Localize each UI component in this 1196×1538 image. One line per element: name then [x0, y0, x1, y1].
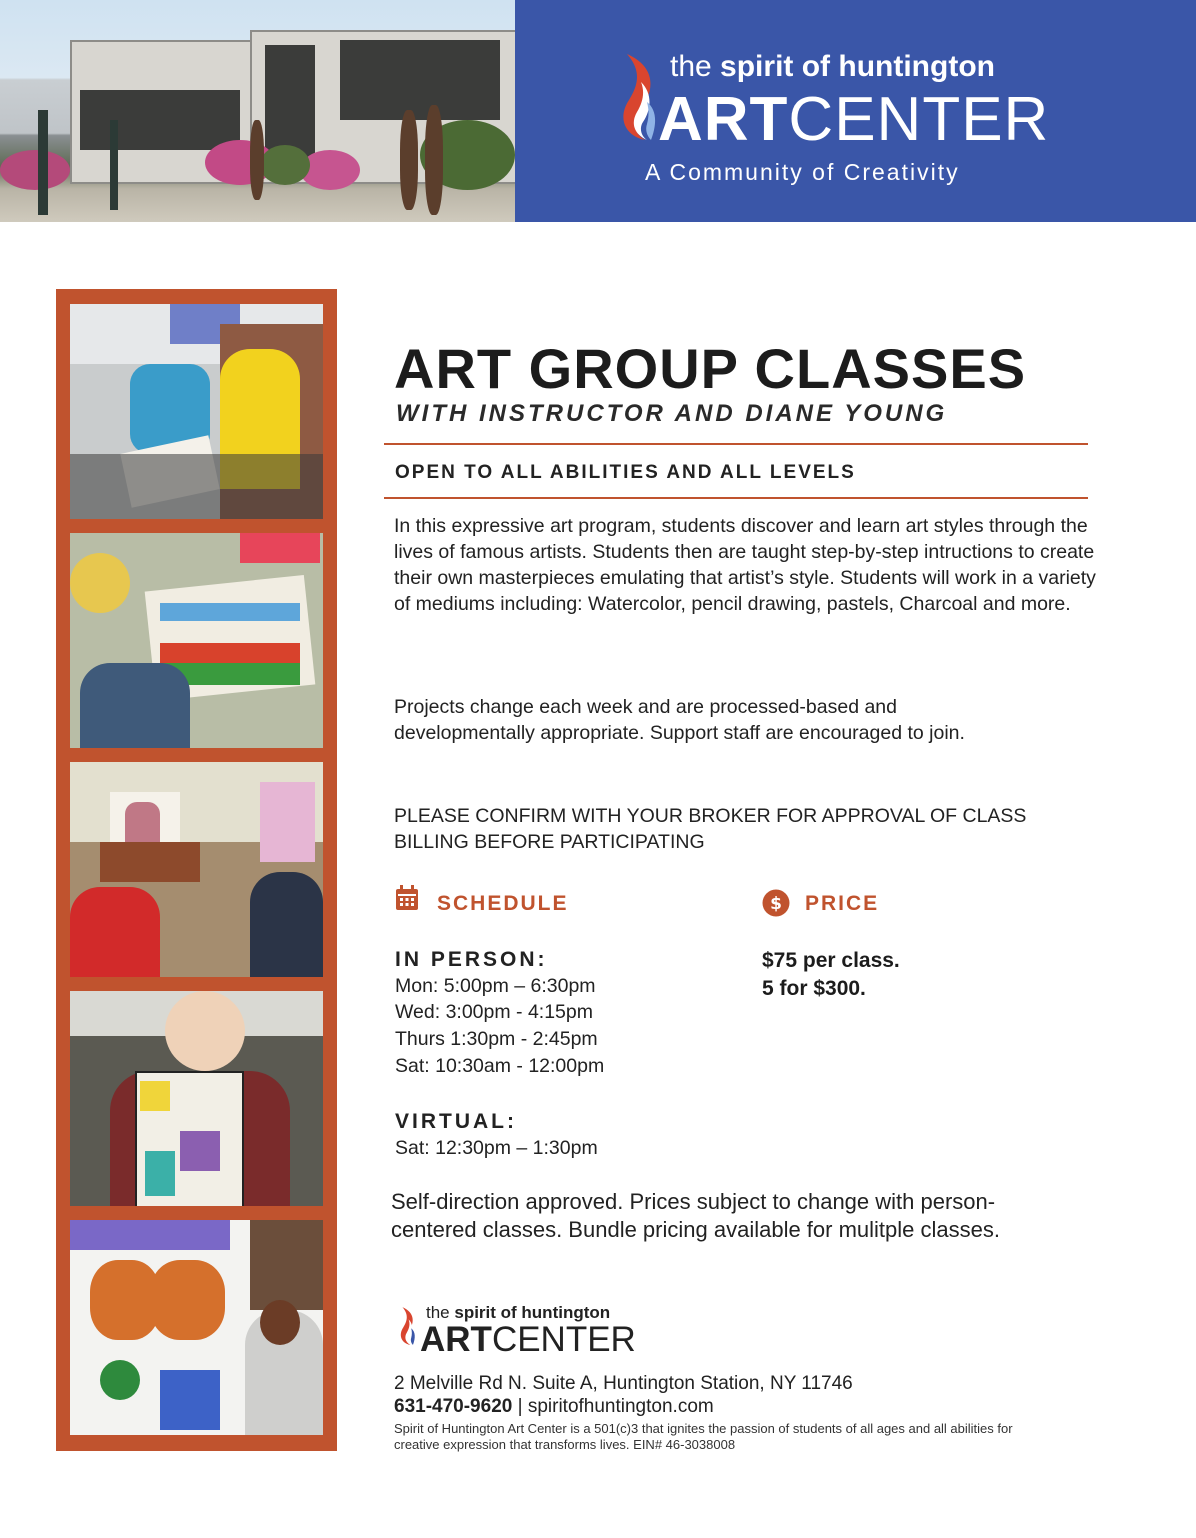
- footer-logo-name: the spirit of huntington: [426, 1303, 611, 1322]
- schedule-line: Mon: 5:00pm – 6:30pm: [395, 975, 596, 997]
- phone-number: 631-470-9620: [394, 1396, 513, 1417]
- photo-students-holding-art: [70, 762, 323, 977]
- page-subtitle: WITH INSTRUCTOR AND DIANE YOUNG: [396, 400, 948, 427]
- header-banner: [515, 0, 1196, 222]
- virtual-label: VIRTUAL:: [395, 1110, 517, 1133]
- price-line: 5 for $300.: [762, 977, 866, 1000]
- footer-flame-logo-icon: [398, 1305, 420, 1347]
- photo-strip: [56, 289, 337, 1451]
- broker-notice: PLEASE CONFIRM WITH YOUR BROKER FOR APPROVAL OF CLASS BILLING BEFORE PARTICIPATING: [394, 805, 1027, 853]
- dollar-icon: [762, 889, 790, 917]
- header-tagline: A Community of Creativity: [645, 159, 960, 185]
- photo-student-with-helper: [70, 304, 323, 519]
- footer-logo-artcenter: ARTCENTER: [420, 1320, 636, 1359]
- photo-painting-flowers: [70, 533, 323, 748]
- schedule-line: Thurs 1:30pm - 2:45pm: [395, 1028, 598, 1050]
- schedule-line: Sat: 12:30pm – 1:30pm: [395, 1137, 598, 1159]
- header-building-photo: [0, 0, 515, 222]
- photo-student-with-drawing: [70, 991, 323, 1206]
- price-line: $75 per class.: [762, 949, 900, 972]
- website-link[interactable]: spiritofhuntington.com: [527, 1396, 714, 1417]
- photo-portrait-drawing: [70, 1220, 323, 1435]
- schedule-line: Wed: 3:00pm - 4:15pm: [395, 1001, 593, 1023]
- open-to-heading: OPEN TO ALL ABILITIES AND ALL LEVELS: [395, 462, 856, 483]
- header-logo-artcenter: ARTCENTER: [658, 85, 1050, 154]
- svg-text:$: $: [770, 894, 782, 914]
- mission-statement: Spirit of Huntington Art Center is a 501(c)3 that ignites the passion of students of all ages and all abilities for creative expression that transforms lives. EIN# 46-3038008: [394, 1421, 1013, 1452]
- in-person-label: IN PERSON:: [395, 948, 548, 971]
- schedule-heading: SCHEDULE: [437, 892, 569, 915]
- pricing-note: Self-direction approved. Prices subject to change with person-centered classes. Bundle pricing available for mulitple classes.: [391, 1189, 1000, 1242]
- address: 2 Melville Rd N. Suite A, Huntington Station, NY 11746: [394, 1373, 853, 1394]
- price-heading: PRICE: [805, 892, 880, 915]
- page-title: ART GROUP CLASSES: [394, 337, 1027, 400]
- calendar-icon: [395, 885, 419, 911]
- schedule-line: Sat: 10:30am - 12:00pm: [395, 1055, 605, 1077]
- projects-paragraph: Projects change each week and are processed-based and developmentally appropriate. Support staff are encouraged to join.: [394, 696, 965, 744]
- contact-line: 631-470-9620 | spiritofhuntington.com: [394, 1396, 714, 1417]
- divider-top: [384, 443, 1088, 445]
- description-paragraph: In this expressive art program, students discover and learn art styles through the lives of famous artists. Students then are taught step-by-step intructions to create their own masterpieces emulating that artist’s style. Students will work in a variety of mediums including: Watercolor, pencil drawing, pastels, Charcoal and more.: [394, 515, 1096, 615]
- header-logo-name: the spirit of huntington: [670, 50, 995, 83]
- divider-bottom: [384, 497, 1088, 499]
